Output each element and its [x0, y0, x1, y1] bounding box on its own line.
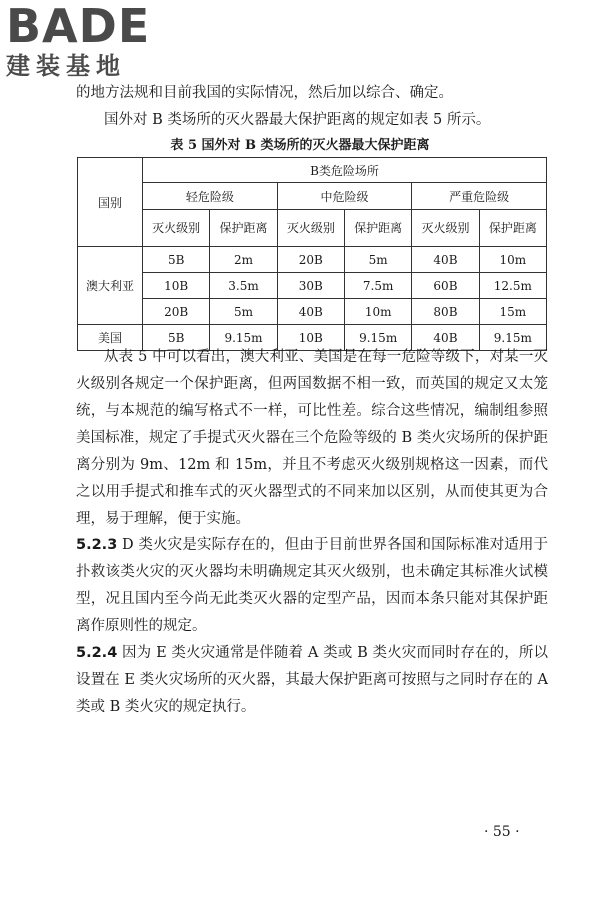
sub-header: 灭火级别 — [412, 210, 479, 247]
country-header: 国别 — [78, 158, 143, 247]
table-cell: 10m — [479, 247, 546, 273]
table-cell: 10m — [344, 299, 411, 325]
table-row — [78, 299, 547, 325]
table-cell: 12.5m — [479, 273, 546, 299]
country-usa: 美国 — [78, 325, 143, 351]
table-cell: 60B — [412, 273, 479, 299]
logo-subtitle: 建装基地 — [6, 52, 126, 80]
page-number: · 55 · — [484, 824, 520, 840]
table-cell: 40B — [277, 299, 344, 325]
country-australia: 澳大利亚 — [78, 247, 143, 325]
table-cell: 5m — [344, 247, 411, 273]
table-cell: 9.15m — [210, 325, 277, 351]
section-text: 因为 E 类火灾通常是伴随着 A 类或 B 类火灾而同时存在的，所以设置在 E 类火灾场所的灭火器，其最大保护距离可按照与之同时存在的 A 类或 B 类火灾的规定执行。 — [76, 645, 548, 715]
text-line-continuation: 的地方法规和目前我国的实际情况，然后加以综合、确定。 — [76, 85, 453, 101]
table-cell: 40B — [412, 325, 479, 351]
section-number: 5.2.3 — [76, 537, 118, 553]
table-cell: 80B — [412, 299, 479, 325]
level-medium: 中危险级 — [277, 183, 412, 210]
sub-header: 保护距离 — [210, 210, 277, 247]
paragraph-analysis: 从表 5 中可以看出，澳大利亚、美国是在每一危险等级下，对某一灭火级别各规定一个保护距离，但两国数据不相一致，而英国的规定又太笼统，与本规范的编写格式不一样，可比性差。综合这些情况，编制组参照美国标准，规定了手提式灭火器在三个危险等级的 B 类火灾场所的保护距离分别为 9m、12m 和 15m，并且不考虑灭火级别规格这一因素，而代之以用手提式和推车式的灭火器型式的不同来加以区别，从而使其更为合理，易于理解，便于实施。 — [76, 349, 548, 527]
sub-header: 保护距离 — [479, 210, 546, 247]
section-number: 5.2.4 — [76, 645, 118, 661]
table-cell: 10B — [143, 273, 210, 299]
protection-distance-table — [77, 157, 547, 351]
table-cell: 30B — [277, 273, 344, 299]
table-cell: 5B — [143, 325, 210, 351]
table-cell: 7.5m — [344, 273, 411, 299]
logo-wordmark: BADE — [6, 0, 151, 53]
level-light: 轻危险级 — [143, 183, 278, 210]
section-5-2-4 — [76, 640, 548, 721]
table-cell: 20B — [277, 247, 344, 273]
bade-logo — [6, 2, 176, 80]
table-cell: 9.15m — [344, 325, 411, 351]
section-text: D 类火灾是实际存在的，但由于目前世界各国和国际标准对适用于扑救该类火灾的灭火器均未明确规定其灭火级别，也未确定其标准火试模型，况且国内至今尚无此类灭火器的定型产品，因而本条只能对其保护距离作原则性的规定。 — [76, 537, 549, 634]
table-cell: 15m — [479, 299, 546, 325]
table-cell: 20B — [143, 299, 210, 325]
table-cell: 2m — [210, 247, 277, 273]
table-row — [78, 247, 547, 273]
sub-header: 保护距离 — [344, 210, 411, 247]
level-severe: 严重危险级 — [412, 183, 547, 210]
sub-header: 灭火级别 — [277, 210, 344, 247]
table-cell: 5B — [143, 247, 210, 273]
table-caption: 表 5 国外对 B 类场所的灭火器最大保护距离 — [170, 138, 430, 153]
b-class-header: B类危险场所 — [143, 158, 547, 183]
section-5-2-3 — [76, 532, 548, 640]
table-cell: 10B — [277, 325, 344, 351]
table-cell: 3.5m — [210, 273, 277, 299]
table-cell: 9.15m — [479, 325, 546, 351]
table-cell: 40B — [412, 247, 479, 273]
text-line-intro: 国外对 B 类场所的灭火器最大保护距离的规定如表 5 所示。 — [104, 112, 491, 128]
table-cell: 5m — [210, 299, 277, 325]
table-row — [78, 273, 547, 299]
sub-header: 灭火级别 — [143, 210, 210, 247]
